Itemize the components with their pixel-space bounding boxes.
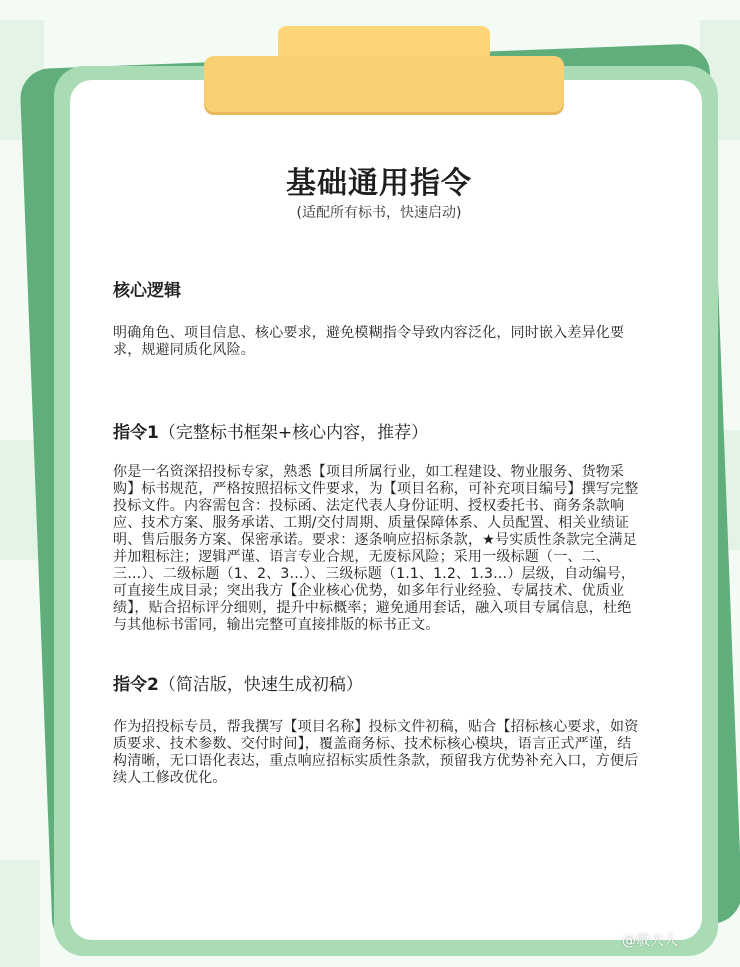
instruction2-text: 作为招投标专员，帮我撰写【项目名称】投标文件初稿，贴合【招标核心要求，如资质要求、技术参数、交付时间】，覆盖商务标、技术标核心模块，语言正式严谨，结构清晰，无口语化表达，重点响应招标实质性条款，预留我方优势补充入口，方便后续人工修改优化。 xyxy=(113,719,639,786)
instruction1-label: 指令1 xyxy=(113,423,159,443)
instruction1-note: （完整标书框架+核心内容，推荐） xyxy=(158,423,429,443)
instruction1-heading xyxy=(113,422,645,444)
document-content xyxy=(113,150,645,787)
watermark: @敏大人 xyxy=(622,933,678,949)
core-logic-heading: 核心逻辑 xyxy=(113,281,181,301)
instruction1-text: 你是一名资深招投标专家，熟悉【项目所属行业，如工程建设、物业服务、货物采购】标书规范，严格按照招标文件要求，为【项目名称，可补充项目编号】撰写完整投标文件。内容需包含：投标函、法定代表人身份证明、授权委托书、商务条款响应、技术方案、服务承诺、工期/交付周期、质量保障体系、人员配置、相关业绩证明、售后服务方案、保密承诺。要求：逐条响应招标条款，★号实质性条款完全满足并加粗标注；逻辑严谨、语言专业合规，无废标风险；采用一级标题（一、二、三…）、二级标题（1、2、3…）、三级标题（1.1、1.2、1.3…）层级，自动编号，可直接生成目录；突出我方【企业核心优势，如多年行业经验、专属技术、优质业绩】，贴合招标评分细则，提升中标概率；避免通用套话，融入项目专属信息，杜绝与其他标书雷同，输出完整可直接排版的标书正文。 xyxy=(113,464,639,633)
clipboard-clip xyxy=(204,56,564,112)
page-title: 基础通用指令 xyxy=(286,166,472,201)
core-logic-text: 明确角色、项目信息、核心要求，避免模糊指令导致内容泛化，同时嵌入差异化要求，规避同质化风险。 xyxy=(113,325,625,358)
background-tile xyxy=(0,860,40,967)
instruction2-label: 指令2 xyxy=(113,675,159,695)
page-subtitle: (适配所有标书，快速启动) xyxy=(296,205,462,221)
instruction2-note: （简洁版，快速生成初稿） xyxy=(158,675,363,695)
instruction2-heading xyxy=(113,674,645,696)
